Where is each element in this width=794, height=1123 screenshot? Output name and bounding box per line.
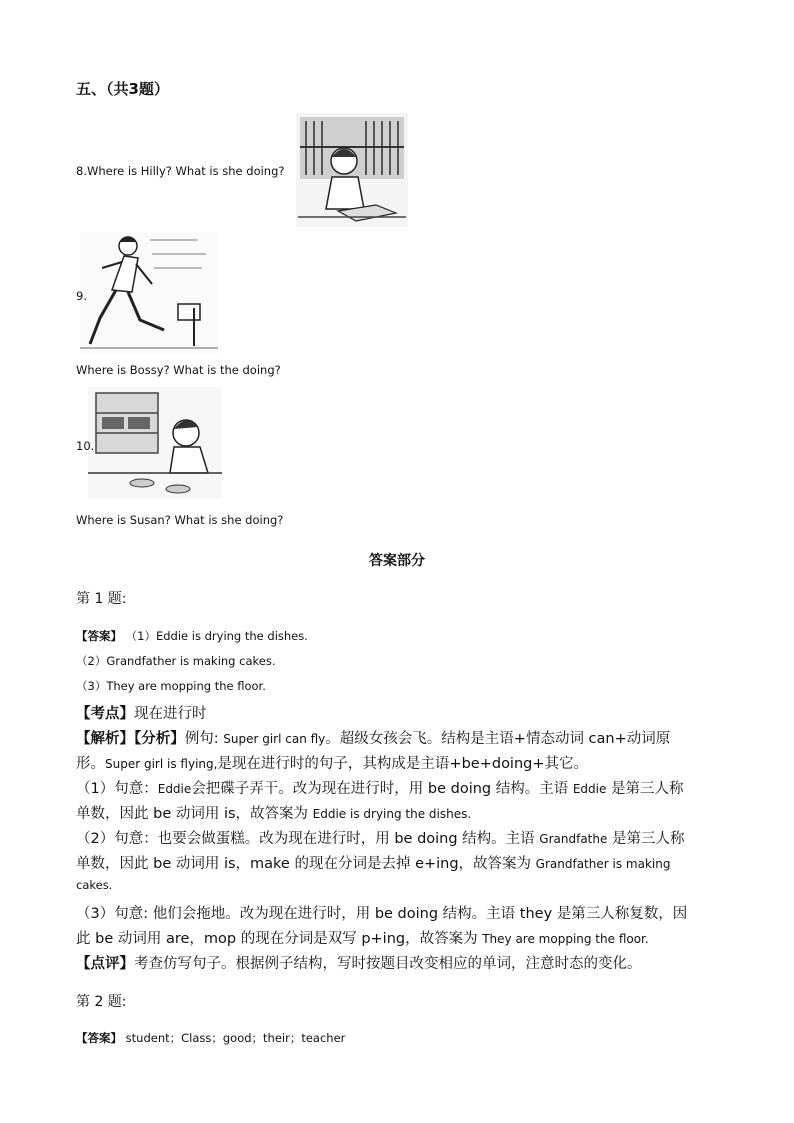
part-2-c: 是第三人称: [612, 831, 685, 847]
jiexi-example-2: Super girl is flying,: [105, 757, 218, 771]
part-2-d: 单数，因此 be 动词用 is，make 的现在分词是去掉 e+ing，故答案为: [76, 856, 532, 872]
part-1-c: 会把碟子弄干。改为现在进行时，用 be doing 结构。主语: [191, 781, 569, 797]
part-2-e: Grandfather is making: [535, 857, 671, 871]
part-2-line-2: [76, 852, 670, 873]
kaodian-text: 现在进行时: [134, 706, 207, 722]
question-9-number: 9.: [76, 289, 87, 303]
part-1-f: 单数，因此 be 动词用 is，故答案为: [76, 806, 309, 822]
question-2-answer: student；Class；good；their；teacher: [125, 1031, 346, 1045]
answer-tag: 【答案】: [76, 629, 122, 643]
kaodian-line: [76, 702, 207, 723]
part-2-f: cakes.: [76, 878, 113, 892]
answer-tag-2: 【答案】: [76, 1031, 122, 1045]
question-8-text: 8.Where is Hilly? What is she doing?: [76, 164, 285, 178]
dianping-text: 考查仿写句子。根据例子结构，写时按题目改变相应的单词，注意时态的变化。: [134, 956, 642, 972]
kaodian-tag: 【考点】: [76, 706, 134, 722]
answer-3: （3）They are mopping the floor.: [76, 679, 266, 693]
part-2-a: （2）句意：也要会做蛋糕。改为现在进行时，用 be doing 结构。主语: [76, 831, 535, 847]
answer-section-title: 答案部分: [369, 553, 425, 569]
part-1-b: Eddie: [157, 782, 192, 796]
jiexi-line-1: [76, 727, 670, 748]
part-3-line-2: [76, 927, 649, 948]
jiexi-line-2: [76, 752, 588, 773]
part-1-line-2: [76, 802, 471, 823]
section-heading: 五、（共3题）: [76, 80, 169, 98]
answer-2: （2）Grandfather is making cakes.: [76, 654, 276, 668]
question-10-text: Where is Susan? What is she doing?: [76, 513, 284, 527]
part-1-a: （1）句意：: [76, 781, 158, 797]
girl-eating-in-kitchen-illustration: [88, 387, 222, 499]
answer-1: （1）Eddie is drying the dishes.: [125, 629, 308, 643]
answer-line-1: [76, 628, 308, 644]
jiexi-tag: 【解析】【分析】: [76, 731, 185, 747]
part-1-d: Eddie: [572, 782, 607, 796]
question-2-label: 第 2 题:: [76, 994, 127, 1010]
part-3-line-1: （3）句意: 他们会拖地。改为现在进行时，用 be doing 结构。主语 they 是第三人称复数，因: [76, 906, 688, 922]
question-2-answer-line: [76, 1030, 345, 1046]
part-3-c: They are mopping the floor.: [482, 932, 649, 946]
part-1-e: 是第三人称: [611, 781, 684, 797]
part-2-line-1: [76, 827, 685, 848]
question-9-text: Where is Bossy? What is the doing?: [76, 363, 281, 377]
question-10-number: 10.: [76, 439, 95, 453]
jiexi-example-label: 例句:: [184, 731, 219, 747]
part-1-g: Eddie is drying the dishes.: [312, 807, 472, 821]
jiexi-example: Super girl can fly: [223, 732, 326, 746]
jiexi-structure: 。超级女孩会飞。结构是主语+情态动词 can+动词原: [325, 731, 671, 747]
question-1-label: 第 1 题:: [76, 591, 127, 607]
boy-running-to-basket-illustration: [80, 232, 218, 354]
girl-reading-in-library-illustration: [296, 113, 408, 227]
part-3-b: 此 be 动词用 are，mop 的现在分词是双写 p+ing，故答案为: [76, 931, 478, 947]
part-1-line-1: [76, 777, 684, 798]
dianping-line: [76, 952, 642, 973]
jiexi-explanation: 是现在进行时的句子，其构成是主语+be+doing+其它。: [217, 756, 589, 772]
jiexi-continue: 形。: [76, 756, 105, 772]
dianping-tag: 【点评】: [76, 956, 134, 972]
part-2-b: Grandfathe: [539, 832, 608, 846]
